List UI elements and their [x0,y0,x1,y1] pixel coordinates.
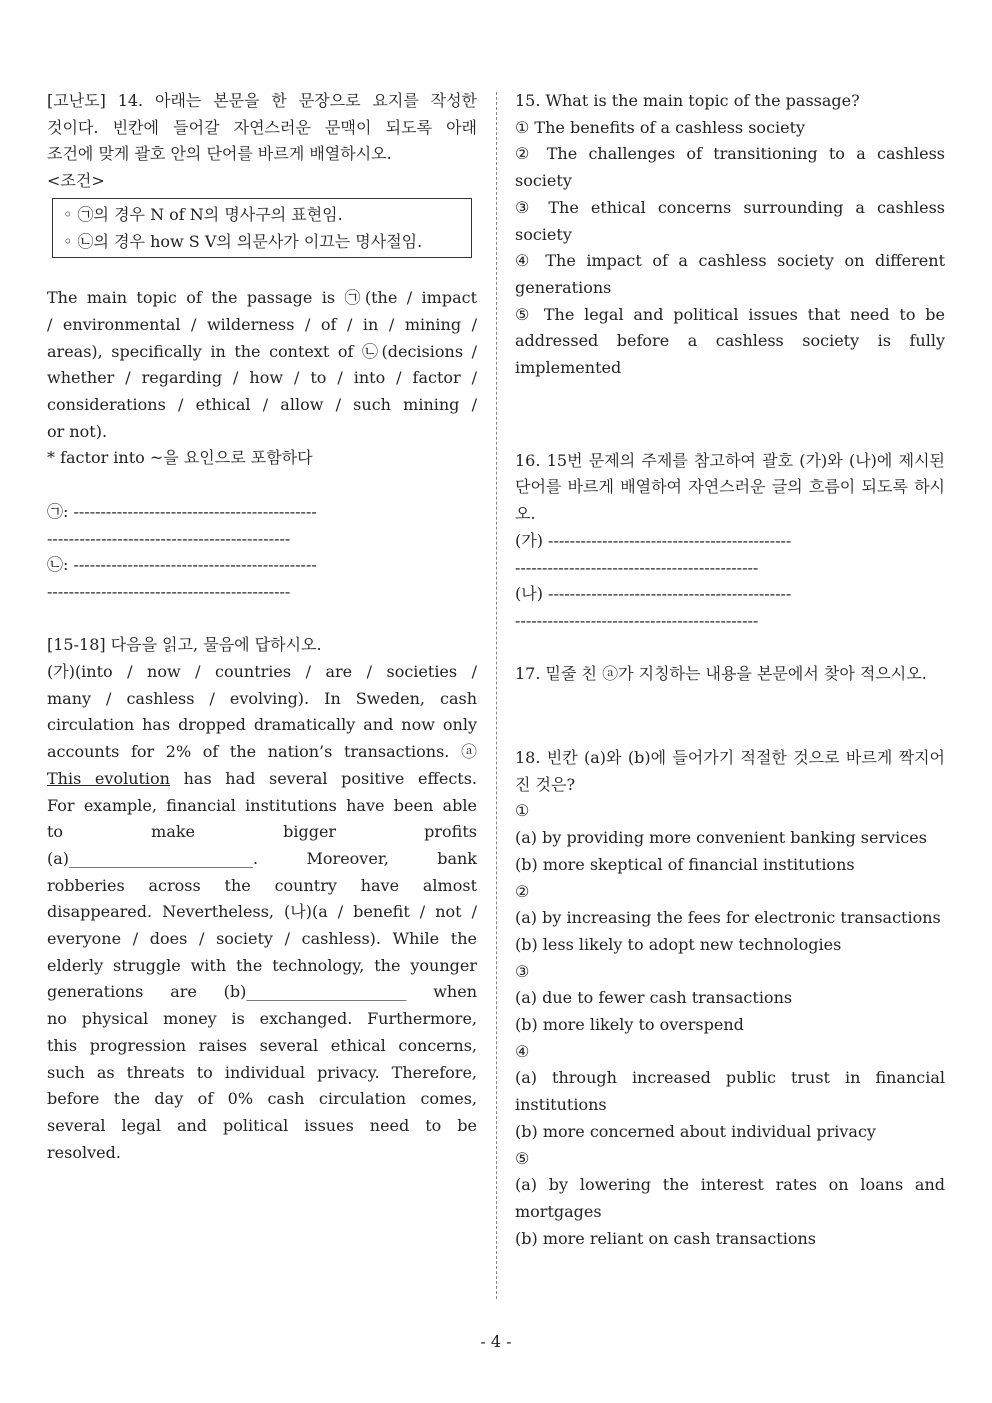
q15-question: 15. What is the main topic of the passage? [515,91,860,110]
q14-answer-b-label: ㉡: [47,555,74,575]
q15-option-1[interactable]: ① The benefits of a cashless society [515,117,806,137]
passage-line: to make bigger profits [47,822,477,842]
passage-line: resolved. [47,1142,121,1162]
page-number: - 4 - [480,1332,512,1351]
q16-question: 16. 15번 문제의 주제를 참고하여 괄호 (가)와 (나)에 제시된 단어를 바르게 배열하여 자연스러운 글의 흐름이 되도록 하시오. [515,450,945,524]
passage-line: before the day of 0% cash circulation comes, [47,1089,477,1109]
q18-choice-4-b: (b) more concerned about individual privacy [515,1121,876,1141]
passage-line: (가)(into / now / countries / are / societies / [47,662,477,682]
passage-line: accounts for 2% of the nation’s transactions. ⓐ [47,742,477,762]
passage-header: [15-18] 다음을 읽고, 물음에 답하시오. [47,635,322,655]
q17-question: 17. 밑줄 친 ⓐ가 지칭하는 내용을 본문에서 찾아 적으시오. [515,664,927,684]
q16-label-na: (나) [515,584,549,604]
right-column [515,88,945,1252]
passage-line: generations are (b)____________________ when [47,982,477,1002]
q18-choice-2-number[interactable]: ② [515,881,530,901]
passage-line: robberies across the country have almost [47,875,477,895]
q14-answer-a-line: --------------------------------------------- [73,501,317,521]
q14-instruction-line3: 조건에 맞게 괄호 안의 단어를 바르게 배열하시오. [47,144,392,164]
q15-option-3[interactable]: ③ The ethical concerns surrounding a cashless society [515,197,945,244]
q18-choice-2-b: (b) less likely to adopt new technologies [515,934,842,954]
passage-line: this progression raises several ethical concerns, [47,1035,477,1055]
q14-answer-b-line: --------------------------------------------- [73,555,317,575]
q15-option-5[interactable]: ⑤ The legal and political issues that need to be addressed before a cashless society is fully implemented [515,304,945,378]
q14-sentence-line: / environmental / wilderness / of / in / mining / [47,314,477,334]
passage-line: everyone / does / society / cashless). While the [47,929,477,949]
passage-line: (a)_______________________. Moreover, bank [47,848,477,868]
q14-answer-a-label: ㉠: [47,501,74,521]
q14-sentence-line: whether / regarding / how / to / into / factor / [47,368,477,388]
q14-condition-box [52,198,472,258]
q18-choice-4-number[interactable]: ④ [515,1041,530,1061]
left-column [47,88,477,1166]
q14-condition-1: ◦ ㉠의 경우 N of N의 명사구의 표현임. [63,204,343,224]
q16-label-ga: (가) [515,530,549,550]
q18-choice-3-a: (a) due to fewer cash transactions [515,988,793,1008]
q14-condition-2: ◦ ㉡의 경우 how S V의 의문사가 이끄는 명사절임. [63,231,423,251]
q18-choice-5-b: (b) more reliant on cash transactions [515,1228,816,1248]
q14-instruction-line2: 것이다. 빈칸에 들어갈 자연스러운 문맥이 되도록 아래 [47,117,477,137]
q14-sentence-line: areas), specifically in the context of ㉡(decisions / [47,341,477,361]
passage-line: no physical money is exchanged. Furthermore, [47,1009,477,1029]
q15-option-4[interactable]: ④ The impact of a cashless society on different generations [515,251,945,297]
q14-sentence-line: The main topic of the passage is ㉠(the / impact [47,288,477,308]
q18-choice-1-b: (b) more skeptical of financial institutions [515,854,855,874]
passage-line: elderly struggle with the technology, the younger [47,955,477,975]
q18-choice-5-number[interactable]: ⑤ [515,1148,530,1168]
q18-choice-1-number[interactable]: ① [515,801,530,821]
q14-answer-b-continuation[interactable]: --------------------------------------------- [47,581,291,601]
passage-line: several legal and political issues need to be [47,1115,477,1135]
q18-choice-3-b: (b) more likely to overspend [515,1015,744,1035]
q18-choice-2-a: (a) by increasing the fees for electronic transactions [515,908,941,928]
passage-line: For example, financial institutions have been able [47,795,477,815]
q18-choice-1-a: (a) by providing more convenient banking services [515,828,927,848]
q14-answer-b[interactable] [47,552,477,579]
q16-answer-ga-continuation[interactable]: --------------------------------------------- [515,557,759,577]
q16-answer-ga[interactable]: (가) --------------------------------------------- [515,530,792,550]
q15-option-2[interactable]: ② The challenges of transitioning to a cashless society [515,144,945,191]
q14-answer-a-continuation[interactable]: --------------------------------------------- [47,528,291,548]
passage-line: This evolution has had several positive effects. [47,768,478,788]
q14-sentence-line: or not). [47,421,108,441]
passage-line: such as threats to individual privacy. Therefore, [47,1062,477,1082]
q14-sentence-line: considerations / ethical / allow / such mining / [47,395,477,415]
passage-underlined-phrase: This evolution [47,768,170,788]
q18-question: 18. 빈칸 (a)와 (b)에 들어가기 적절한 것으로 바르게 짝지어진 것은? [515,748,945,794]
q16-answer-na-continuation[interactable]: --------------------------------------------- [515,610,759,630]
q18-choice-3-number[interactable]: ③ [515,961,530,981]
q14-condition-label: <조건> [47,171,105,191]
passage-line: many / cashless / evolving). In Sweden, cash [47,688,477,708]
q16-answer-na[interactable]: (나) --------------------------------------------- [515,584,792,604]
q14-answer-a[interactable] [47,499,477,526]
q18-choice-5-a: (a) by lowering the interest rates on loans and mortgages [515,1175,945,1221]
column-divider [496,92,497,1299]
passage-line: circulation has dropped dramatically and now only [47,715,477,735]
passage-line: disappeared. Nevertheless, (나)(a / benefit / not / [47,902,477,922]
q18-choice-4-a: (a) through increased public trust in financial institutions [515,1068,945,1115]
q14-note: * factor into ~을 요인으로 포함하다 [47,448,313,468]
q14-header: [고난도] 14. 아래는 본문을 한 문장으로 요지를 작성한 [47,91,477,110]
